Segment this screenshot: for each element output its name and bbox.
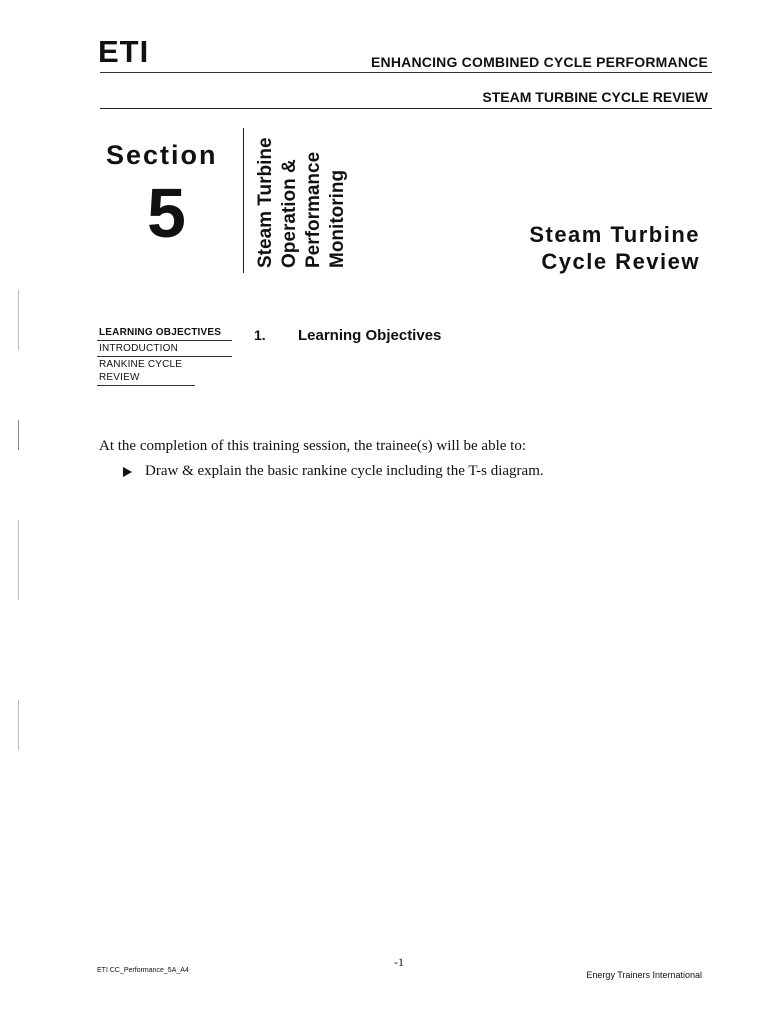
scan-mark <box>18 700 19 750</box>
document-subtitle: STEAM TURBINE CYCLE REVIEW <box>482 89 708 105</box>
module-title-line: Operation & <box>279 159 300 268</box>
section-label: Section <box>106 140 218 170</box>
heading-number: 1. <box>254 327 266 343</box>
scan-mark <box>18 520 19 600</box>
header-rule <box>100 108 712 109</box>
scan-mark <box>18 420 19 450</box>
module-title-line: Performance <box>303 151 324 268</box>
section-nav <box>97 325 232 386</box>
eti-logo: ETI <box>98 34 150 69</box>
module-title-line: Monitoring <box>327 169 348 268</box>
bullet-text: Draw & explain the basic rankine cycle including the T-s diagram. <box>145 463 544 479</box>
document-title: ENHANCING COMBINED CYCLE PERFORMANCE <box>371 54 708 70</box>
module-title-line: Steam Turbine <box>255 137 276 268</box>
nav-item-rankine-cycle-review[interactable]: RANKINE CYCLE REVIEW <box>97 357 195 386</box>
header-rule <box>100 72 712 73</box>
heading-title: Learning Objectives <box>298 327 442 344</box>
section-number: 5 <box>147 174 186 252</box>
arrow-bullet-icon <box>123 467 132 477</box>
bullet-item <box>123 463 544 480</box>
nav-item-introduction[interactable]: INTRODUCTION <box>97 341 232 357</box>
footer-file-name: ETI CC_Performance_5A_A4 <box>97 967 189 974</box>
module-vertical-title <box>254 118 350 268</box>
page-number: -1 <box>394 955 404 969</box>
section-title-line: Steam Turbine <box>529 222 700 247</box>
section-divider <box>243 128 244 273</box>
intro-paragraph: At the completion of this training session, the trainee(s) will be able to: <box>99 438 526 454</box>
section-title <box>529 221 700 275</box>
section-title-line: Cycle Review <box>541 249 700 274</box>
footer-organization: Energy Trainers International <box>586 970 702 980</box>
scan-mark <box>18 290 19 350</box>
nav-item-learning-objectives[interactable]: LEARNING OBJECTIVES <box>97 325 232 341</box>
